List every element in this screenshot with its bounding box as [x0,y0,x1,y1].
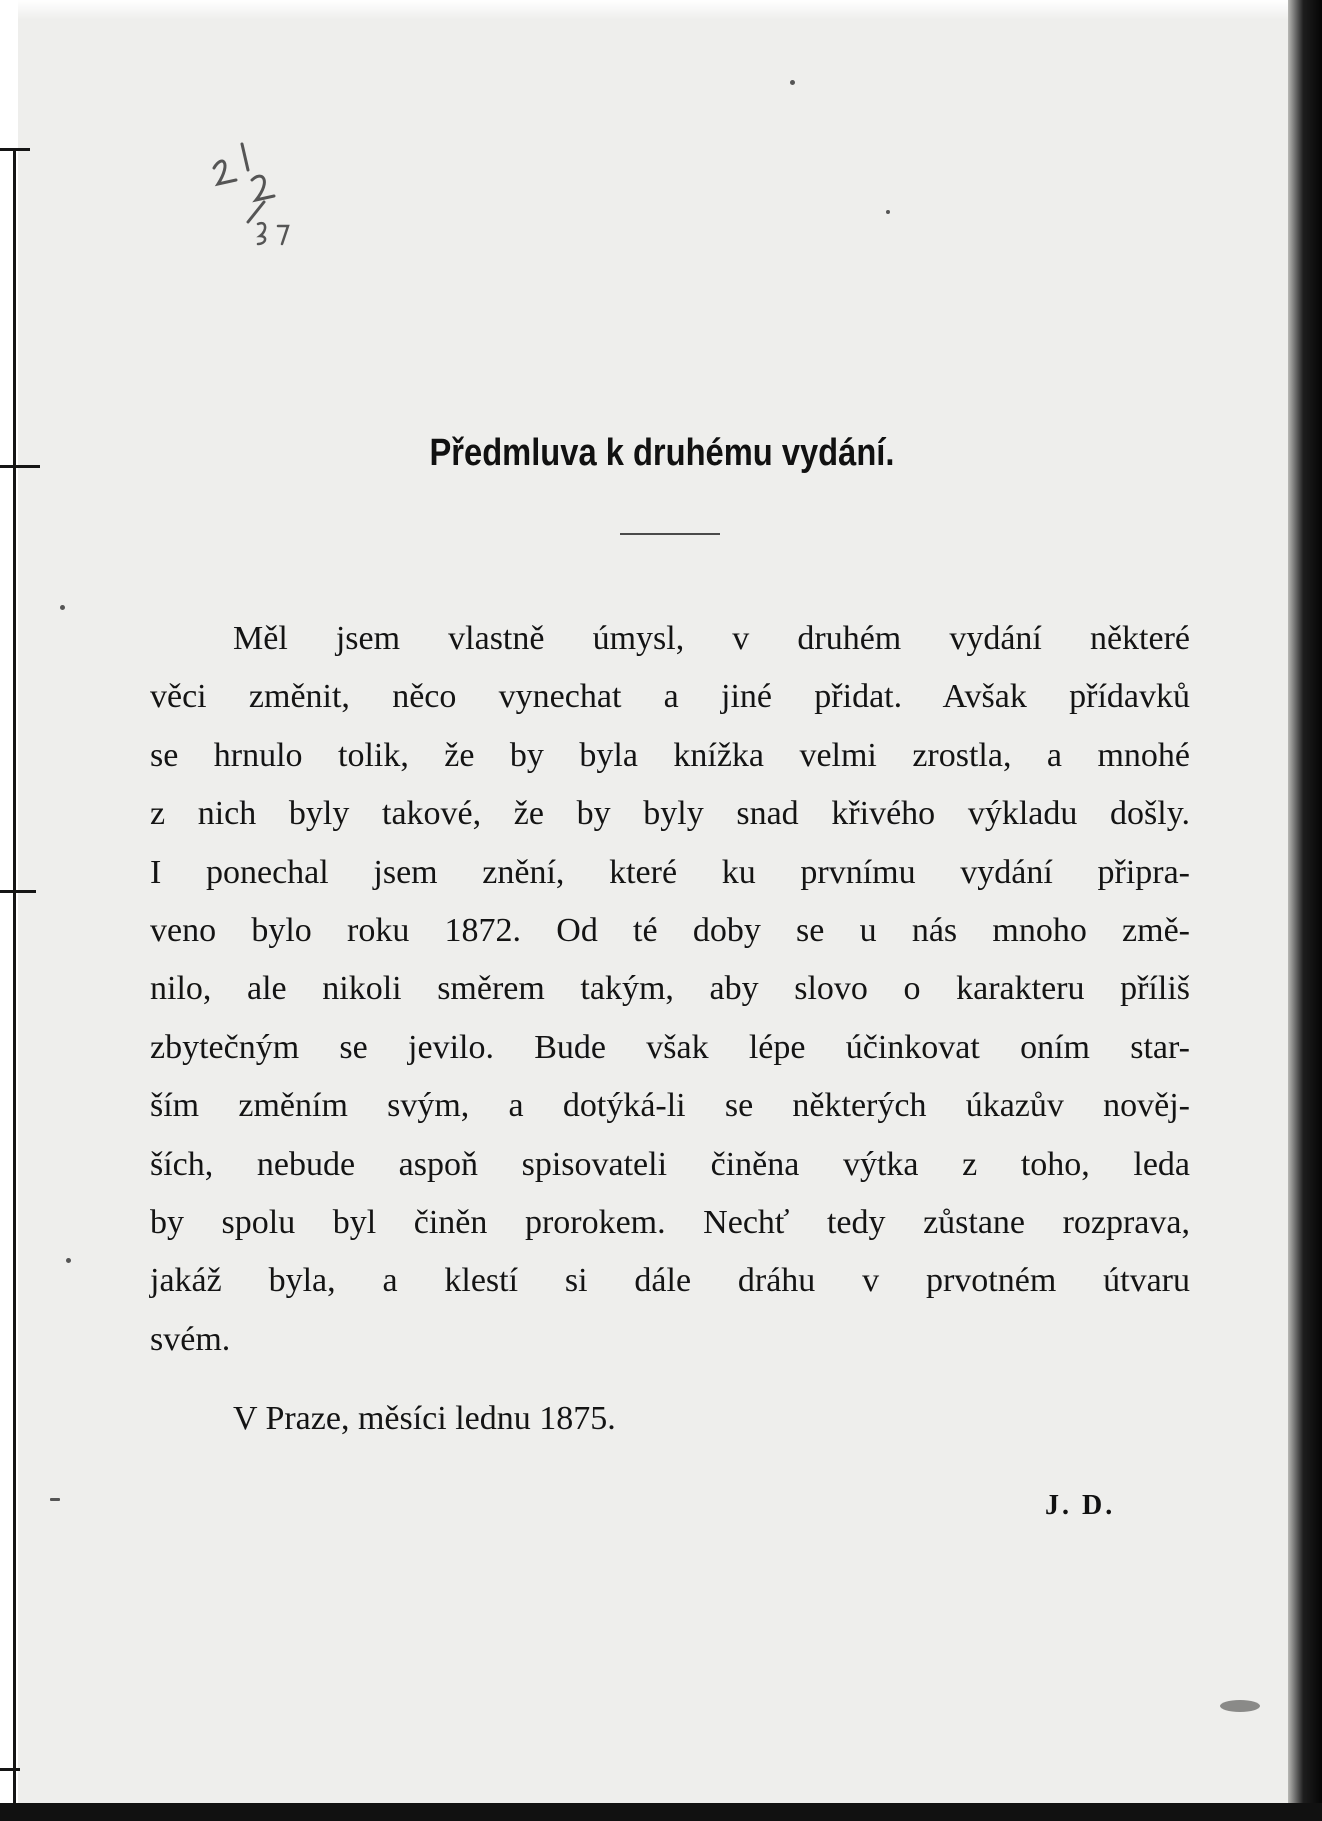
text-line: věci změnit, něco vynechat a jiné přidat. Avšak přídavků [150,678,1190,716]
text-line: zbytečným se jevilo. Bude však lépe účinkovat oním star- [150,1028,1190,1066]
text-line: ších, nebude aspoň spisovateli činěna výtka z toho, leda [150,1145,1190,1183]
text-line: jakáž byla, a klestí si dále dráhu v prvotném útvaru [150,1262,1190,1300]
author-initials: J. D. [1045,1490,1116,1521]
title-rule [620,533,720,535]
text-line: ším změním svým, a dotýká-li se některých úkazův nověj- [150,1087,1190,1125]
paper-speck [50,1498,60,1501]
paper-speck [790,80,795,85]
text-line: nilo, ale nikoli směrem takým, aby slovo o karakteru příliš [150,970,1190,1008]
text-line: se hrnulo tolik, že by byla knížka velmi zrostla, a mnohé [150,736,1190,774]
paper-speck [886,210,890,214]
text-line: by spolu byl činěn prorokem. Nechť tedy zůstane rozprava, [150,1204,1190,1242]
binding-tick [0,890,36,893]
preface-paragraph [150,610,1190,1369]
dateline: V Praze, měsíci lednu 1875. [233,1400,616,1437]
text-line: svém. [150,1320,231,1358]
handwritten-shelfmark [208,140,308,250]
binding-tick [0,148,30,151]
page-right-shadow [1288,0,1322,1821]
text-line: Měl jsem vlastně úmysl, v druhém vydání některé [233,620,1190,657]
paper-speck [60,605,65,610]
text-line: veno bylo roku 1872. Od té doby se u nás mnoho změ- [150,912,1190,950]
text-line: z nich byly takové, že by byly snad křivého výkladu došly. [150,795,1190,833]
page-top-edge [18,0,1308,20]
binding-edge-line [13,150,16,1821]
binding-tick [0,1768,20,1771]
binding-tick [0,465,40,468]
paper-speck [66,1258,71,1263]
page-bottom-shadow [0,1803,1322,1821]
text-line: I ponechal jsem znění, které ku prvnímu vydání připra- [150,853,1190,891]
paper-stain [1220,1700,1260,1712]
page-title: Předmluva k druhému vydání. [429,432,895,474]
